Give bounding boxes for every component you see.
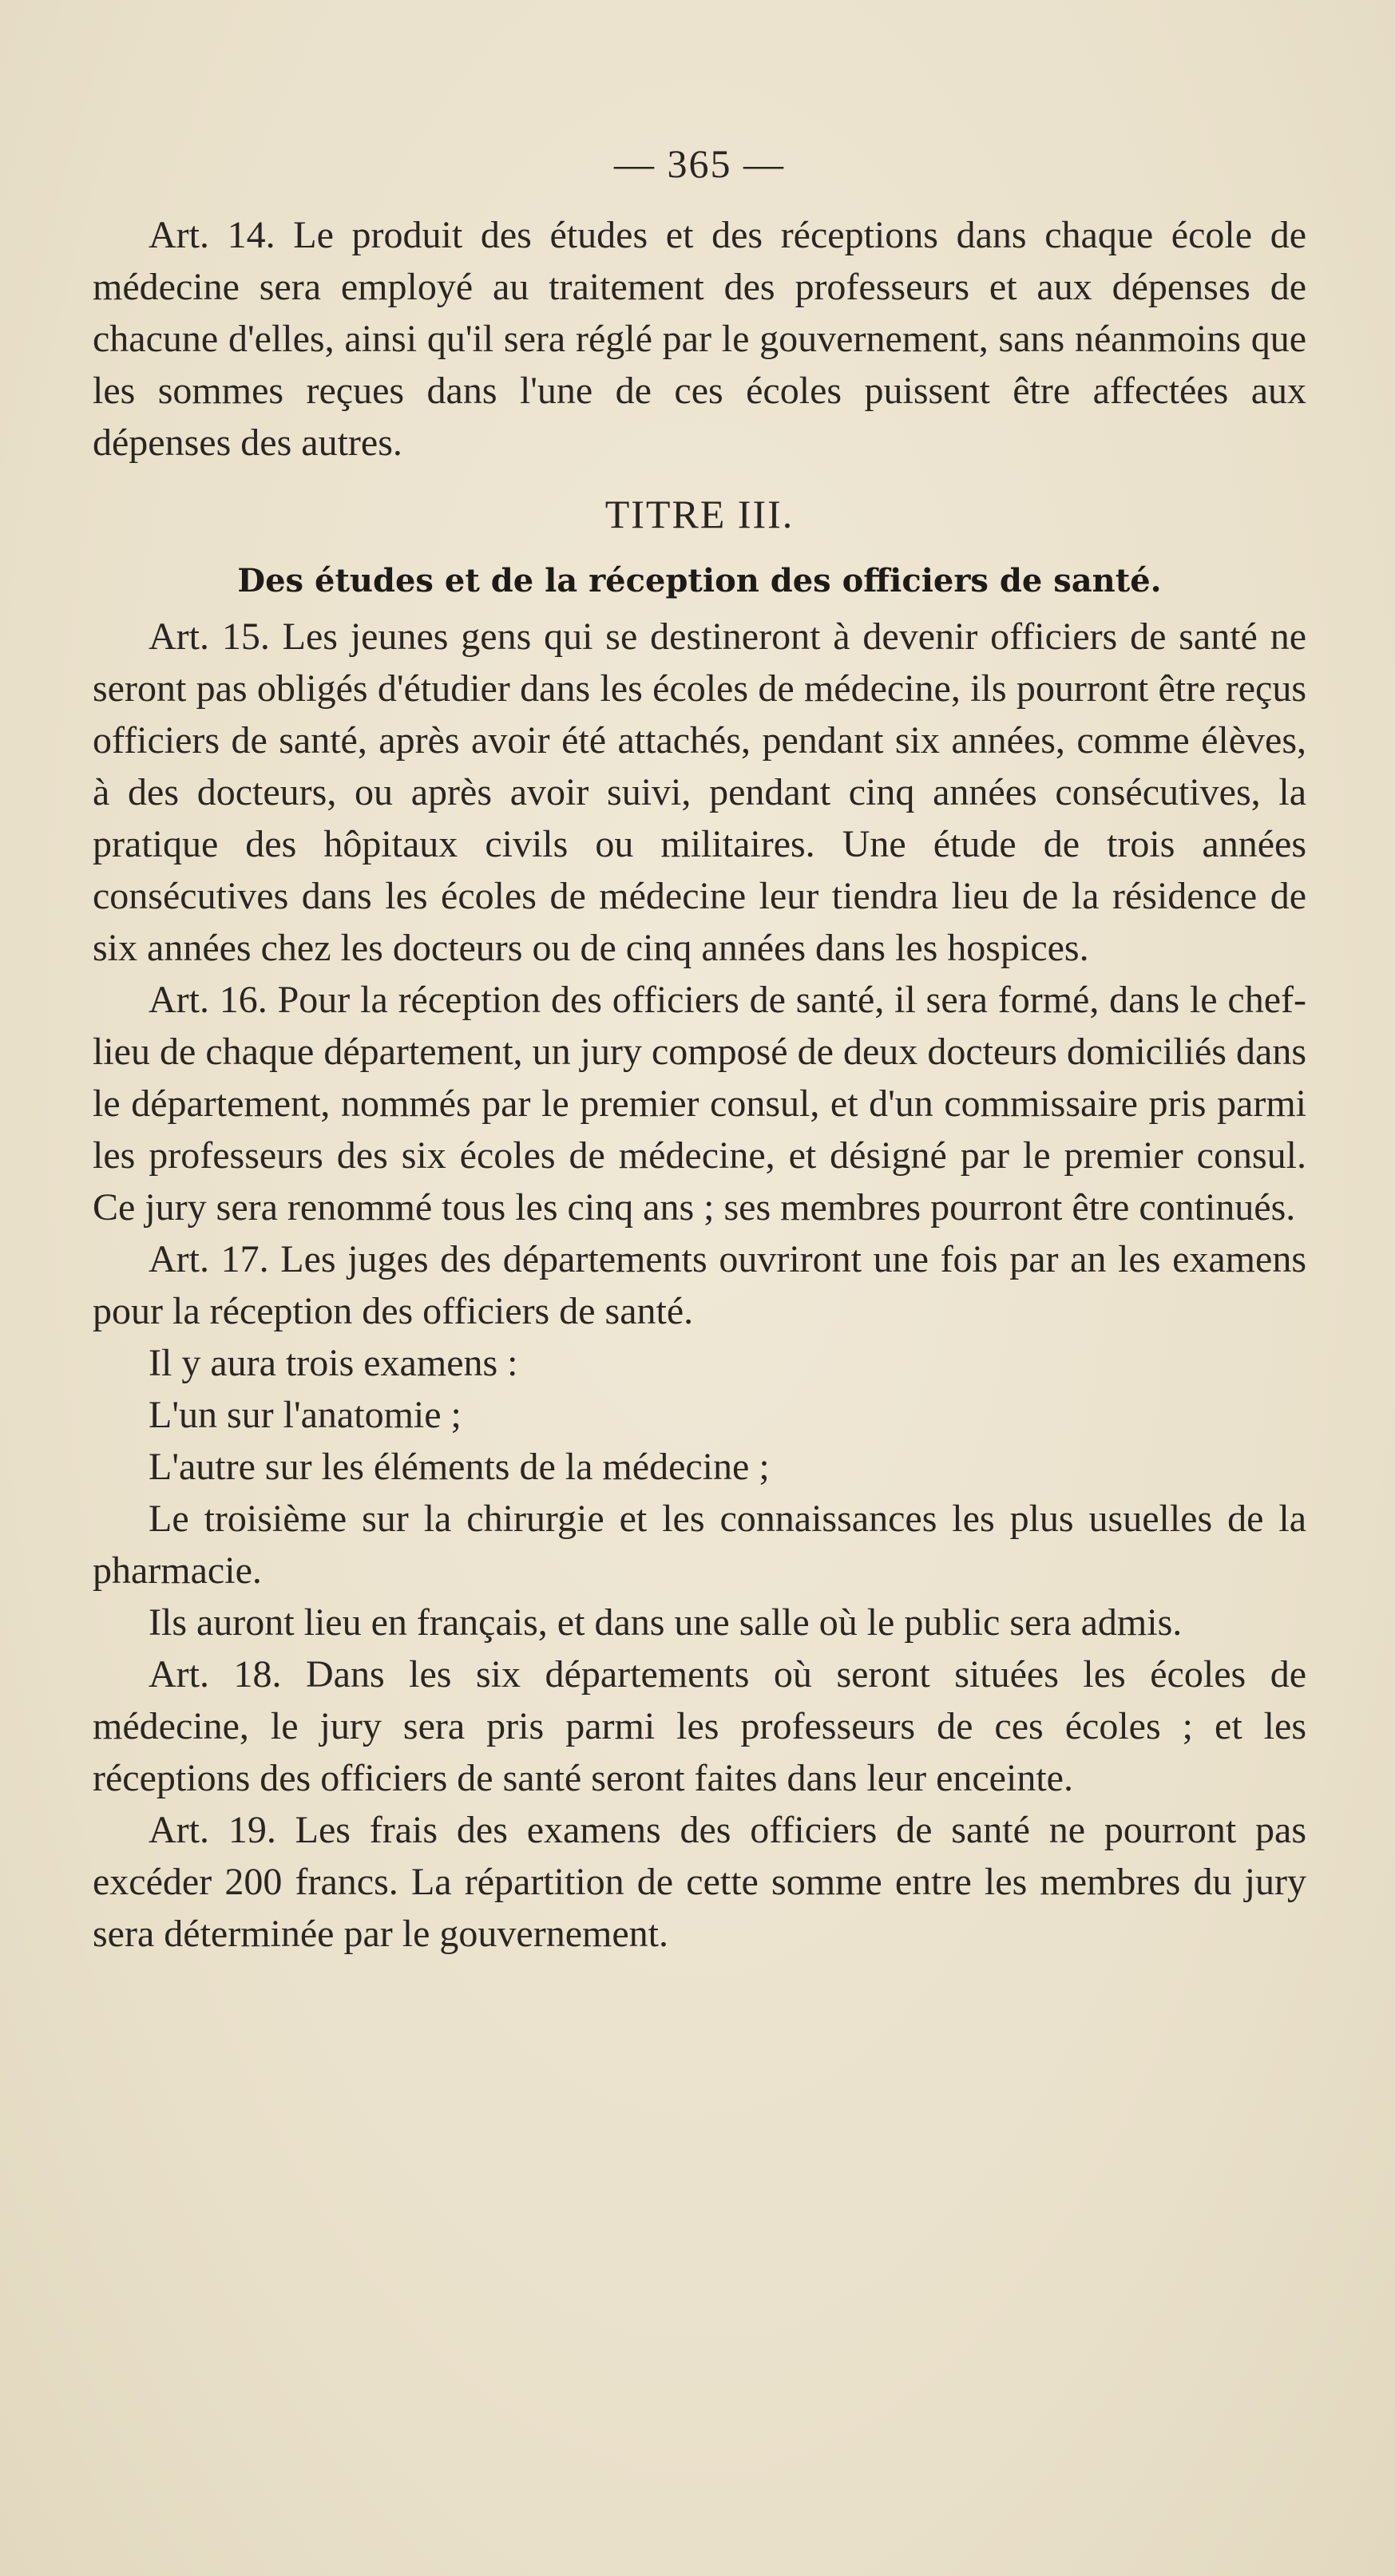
article-19: Art. 19. Les frais des examens des officiers de santé ne pourront pas excéder 200 francs. La répartition de cette somme entre les membres du jury sera déterminée par le gouvernement.: [93, 1809, 1306, 1955]
exam-anatomy-line: L'un sur l'anatomie ;: [149, 1394, 462, 1436]
article-16: Art. 16. Pour la réception des officiers de santé, il sera formé, dans le chef-lieu de chaque département, un jury composé de deux docteurs domiciliés dans le département, nommés par le premier consul, et d'un commissaire pris parmi les professeurs des six écoles de médecine, et désigné par le premier consul. Ce jury sera renommé tous les cinq ans ; ses membres pourront être continués.: [93, 979, 1306, 1229]
exam-count-line: Il y aura trois examens :: [149, 1342, 518, 1384]
article-18: Art. 18. Dans les six départements où seront situées les écoles de médecine, le jury sera pris parmi les professeurs de ces écoles ; et les réceptions des officiers de santé seront faites dans leur enceinte.: [93, 1653, 1306, 1799]
text-block: [93, 136, 1306, 1960]
exam-surgery-line: Le troisième sur la chirurgie et les connaissances les plus usuelles de la pharmacie.: [93, 1498, 1306, 1592]
article-17: Art. 17. Les juges des départements ouvriront une fois par an les examens pour la réception des officiers de santé.: [93, 1238, 1306, 1332]
exam-language-line: Ils auront lieu en français, et dans une salle où le public sera admis.: [149, 1601, 1183, 1644]
section-subtitle: Des études et de la réception des officiers de santé.: [237, 562, 1162, 599]
exam-medicine-line: L'autre sur les éléments de la médecine ;: [149, 1446, 770, 1488]
page-number: — 365 —: [614, 141, 785, 186]
article-15: Art. 15. Les jeunes gens qui se destineront à devenir officiers de santé ne seront pas obligés d'étudier dans les écoles de médecine, ils pourront être reçus officiers de santé, après avoir été attachés, pendant six années, comme élèves, à des docteurs, ou après avoir suivi, pendant cinq années consécutives, la pratique des hôpitaux civils ou militaires. Une étude de trois années consécutives dans les écoles de médecine leur tiendra lieu de la résidence de six années chez les docteurs ou de cinq années dans les hospices.: [93, 615, 1306, 969]
article-14: Art. 14. Le produit des études et des réceptions dans chaque école de médecine sera employé au traitement des professeurs et aux dépenses de chacune d'elles, ainsi qu'il sera réglé par le gouvernement, sans néanmoins que les sommes reçues dans l'une de ces écoles puissent être affectées aux dépenses des autres.: [93, 214, 1306, 464]
section-title: TITRE III.: [604, 492, 795, 536]
